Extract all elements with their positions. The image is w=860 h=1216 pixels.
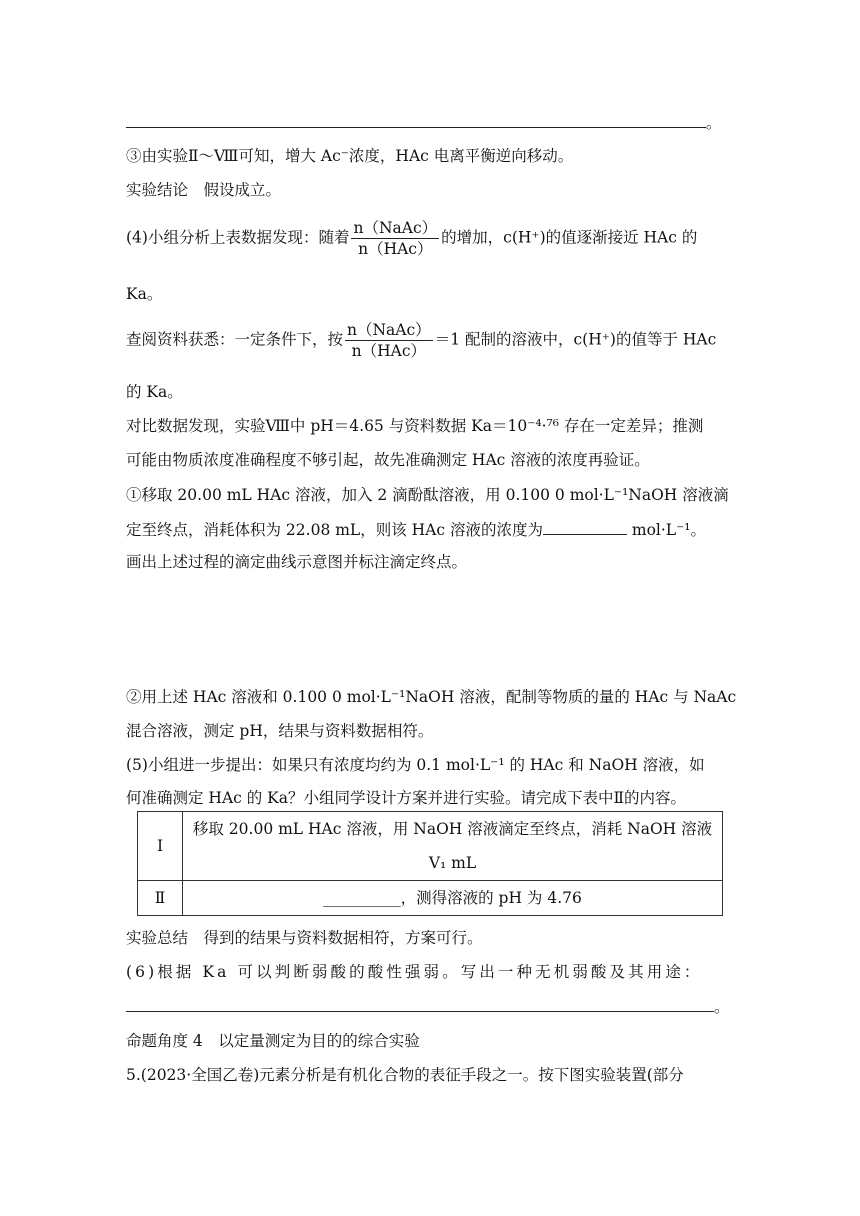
ratio-fraction	[345, 320, 433, 361]
step2-line-1: ②用上述 HAc 溶液和 0.100 0 mol·L⁻¹NaOH 溶液，配制等物质的量的 HAc 与 NaAc	[126, 688, 737, 706]
experiment-summary: 实验总结 得到的结果与资料数据相符，方案可行。	[126, 929, 483, 947]
step1-line-1: ①移取 20.00 mL HAc 溶液，加入 2 滴酚酞溶液，用 0.100 0 mol·L⁻¹NaOH 溶液滴	[126, 486, 729, 504]
step1-line-2	[126, 518, 706, 541]
answer-end-mark: 。	[714, 998, 730, 1016]
plan-table	[137, 811, 723, 916]
row-label: Ⅰ	[138, 812, 183, 881]
answer-blank-line	[126, 1011, 714, 1012]
reference-statement	[126, 320, 716, 361]
reference-lead: 查阅资料获悉：一定条件下，按	[126, 330, 344, 349]
ratio-fraction	[351, 218, 439, 259]
row-content	[183, 881, 723, 916]
table-row	[138, 881, 723, 916]
experiment-conclusion: 实验结论 假设成立。	[126, 181, 282, 199]
fraction-numerator: n（NaAc）	[347, 321, 431, 339]
row-content	[183, 812, 723, 881]
question-5-line: 5.(2023·全国乙卷)元素分析是有机化合物的表征手段之一。按下图实验装置(部分	[126, 1066, 684, 1084]
table-row	[138, 812, 723, 881]
reference-tail: ＝1 配制的溶液中，c(H⁺)的值等于 HAc	[434, 330, 717, 349]
row-answer-blank[interactable]: __________	[323, 889, 401, 907]
fraction-numerator: n（NaAc）	[353, 219, 438, 237]
part4-statement	[126, 218, 697, 259]
step1-line-2-text: 定至终点，消耗体积为 22.08 mL，则该 HAc 溶液的浓度为	[126, 521, 543, 539]
step1-unit: mol·L⁻¹。	[626, 521, 706, 539]
part4-tail: 的增加，c(H⁺)的值逐渐接近 HAc 的	[441, 228, 698, 247]
concentration-answer-blank[interactable]	[543, 518, 627, 535]
answer-blank-line	[126, 127, 706, 128]
fraction-denominator: n（HAc）	[351, 342, 427, 360]
answer-end-mark: 。	[706, 114, 722, 132]
part6-line-1: (6)根据 Ka 可以判断弱酸的酸性强弱。写出一种无机弱酸及其用途：	[126, 963, 703, 981]
step1-line-3: 画出上述过程的滴定曲线示意图并标注滴定终点。	[126, 553, 468, 571]
part5-line-2: 何准确测定 HAc 的 Ka？小组同学设计方案并进行实验。请完成下表中Ⅱ的内容。	[126, 789, 687, 807]
row-content-text: ，测得溶液的 pH 为 4.76	[400, 889, 582, 907]
fraction-denominator: n（HAc）	[358, 240, 433, 258]
part5-line-1: (5)小组进一步提出：如果只有浓度均约为 0.1 mol·L⁻¹ 的 HAc 和 NaOH 溶液，如	[126, 756, 705, 774]
comparison-line-2: 可能由物质浓度准确程度不够引起，故先准确测定 HAc 溶液的浓度再验证。	[126, 451, 650, 469]
reference-ka: 的 Ka。	[126, 383, 183, 401]
row-content-line-2: V₁ mL	[428, 854, 477, 872]
comparison-line-1: 对比数据发现，实验Ⅷ中 pH＝4.65 与资料数据 Ka＝10⁻⁴·⁷⁶ 存在一定差异；推测	[126, 417, 704, 435]
step2-line-2: 混合溶液，测定 pH，结果与资料数据相符。	[126, 722, 434, 740]
step3-conclusion: ③由实验Ⅱ～Ⅷ可知，增大 Ac⁻浓度，HAc 电离平衡逆向移动。	[126, 147, 574, 165]
row-content-line-1: 移取 20.00 mL HAc 溶液，用 NaOH 溶液滴定至终点，消耗 NaOH 溶液	[192, 820, 713, 838]
part4-lead: (4)小组分析上表数据发现：随着	[126, 228, 350, 247]
row-label: Ⅱ	[138, 881, 183, 916]
section-heading: 命题角度 4 以定量测定为目的的综合实验	[126, 1032, 420, 1050]
part4-ka: Ka。	[126, 285, 163, 303]
